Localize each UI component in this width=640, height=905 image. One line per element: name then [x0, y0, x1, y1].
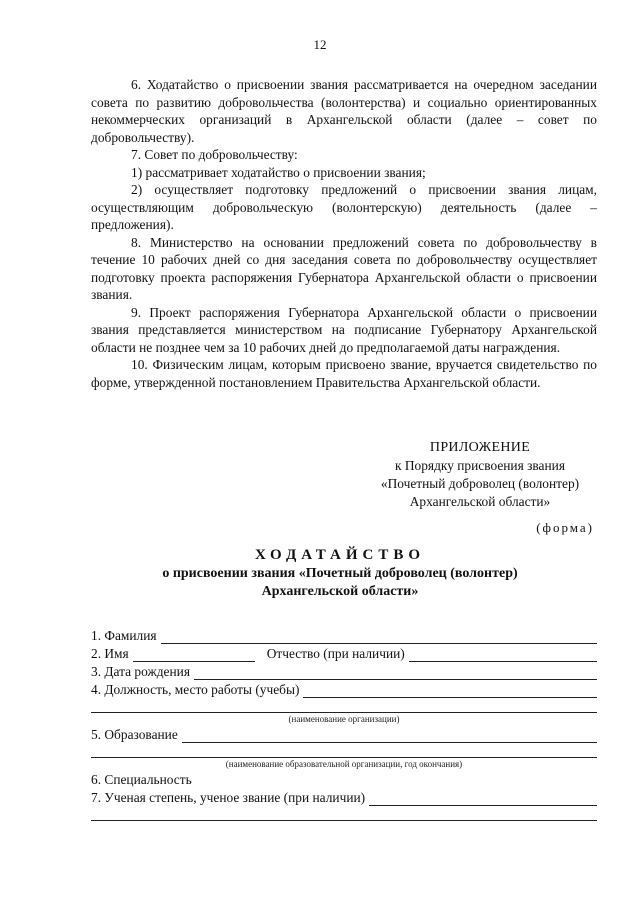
- education-row: [91, 725, 597, 743]
- position-label: 4. Должность, место работы (учебы): [91, 682, 300, 697]
- name-label: 2. Имя: [91, 646, 129, 661]
- birthdate-row: [91, 662, 597, 680]
- specialty-row: [91, 770, 597, 788]
- patronymic-label: Отчество (при наличии): [266, 646, 405, 661]
- education-field-continued[interactable]: [91, 743, 597, 758]
- name-field[interactable]: [133, 648, 255, 662]
- body-text: [91, 76, 597, 391]
- petition-title: [0, 545, 640, 601]
- paragraph-7-item-2: 2) осуществляет подготовку предложений о присвоении звания лицам, осуществляющим добровольческую (волонтерскую) деятельность (далее – предложения).: [91, 182, 597, 232]
- petition-title-main: ХОДАТАЙСТВО: [254, 547, 426, 563]
- surname-label: 1. Фамилия: [91, 628, 157, 643]
- paragraph-7: 7. Совет по добровольчеству:: [131, 147, 298, 162]
- paragraph-8: 8. Министерство на основании предложений совета по добровольчеству в течение 10 рабочих дней со дня заседания совета по добровольчеству осуществляет подготовку проекта распоряжения Губернатора Архангельской области о присвоении звания.: [91, 234, 597, 302]
- birthdate-label: 3. Дата рождения: [91, 664, 190, 679]
- education-field[interactable]: [182, 729, 597, 743]
- page-number: 12: [313, 37, 327, 52]
- position-hint: (наименование организации): [288, 714, 400, 724]
- appendix-line-1: к Порядку присвоения звания: [395, 458, 565, 473]
- appendix-line-3: Архангельской области»: [409, 494, 551, 509]
- surname-row: [91, 626, 597, 644]
- position-row: [91, 680, 597, 698]
- appendix-header: [340, 439, 620, 511]
- petition-title-sub-2: Архангельской области»: [261, 584, 419, 599]
- specialty-label: 6. Специальность: [91, 772, 192, 787]
- appendix-heading: ПРИЛОЖЕНИЕ: [429, 440, 531, 455]
- patronymic-field[interactable]: [409, 648, 597, 662]
- paragraph-6: 6. Ходатайство о присвоении звания рассматривается на очередном заседании совета по развитию добровольчества (волонтерства) и социально ориентированных некоммерческих организаций в Архангельской области (далее – совет по добровольчеству).: [91, 77, 597, 145]
- name-row: [91, 644, 597, 662]
- degree-label: 7. Ученая степень, ученое звание (при наличии): [91, 790, 366, 805]
- petition-title-sub-1: о присвоении звания «Почетный доброволец (волонтер): [162, 566, 518, 581]
- position-field-continued[interactable]: [91, 698, 597, 713]
- paragraph-9: 9. Проект распоряжения Губернатора Архангельской области о присвоении звания представляется министерством на подписание Губернатору Архангельской области не позднее чем за 10 рабочих дней до предполагаемой даты награждения.: [91, 304, 597, 355]
- birthdate-field[interactable]: [194, 666, 597, 680]
- appendix-line-2: «Почетный доброволец (волонтер): [380, 476, 580, 491]
- petition-form: [91, 626, 597, 821]
- position-field[interactable]: [303, 684, 597, 698]
- paragraph-7-item-1: 1) рассматривает ходатайство о присвоении звания;: [131, 164, 426, 180]
- degree-row: [91, 788, 597, 806]
- degree-field[interactable]: [369, 792, 597, 806]
- form-label: (форма): [536, 520, 594, 535]
- degree-field-continued[interactable]: [91, 806, 597, 821]
- education-hint: (наименование образовательной организации, год окончания): [225, 759, 463, 769]
- surname-field[interactable]: [161, 630, 597, 644]
- education-label: 5. Образование: [91, 727, 178, 742]
- paragraph-10: 10. Физическим лицам, которым присвоено звание, вручается свидетельство по форме, утвержденной постановлением Правительства Архангельской области.: [91, 357, 597, 390]
